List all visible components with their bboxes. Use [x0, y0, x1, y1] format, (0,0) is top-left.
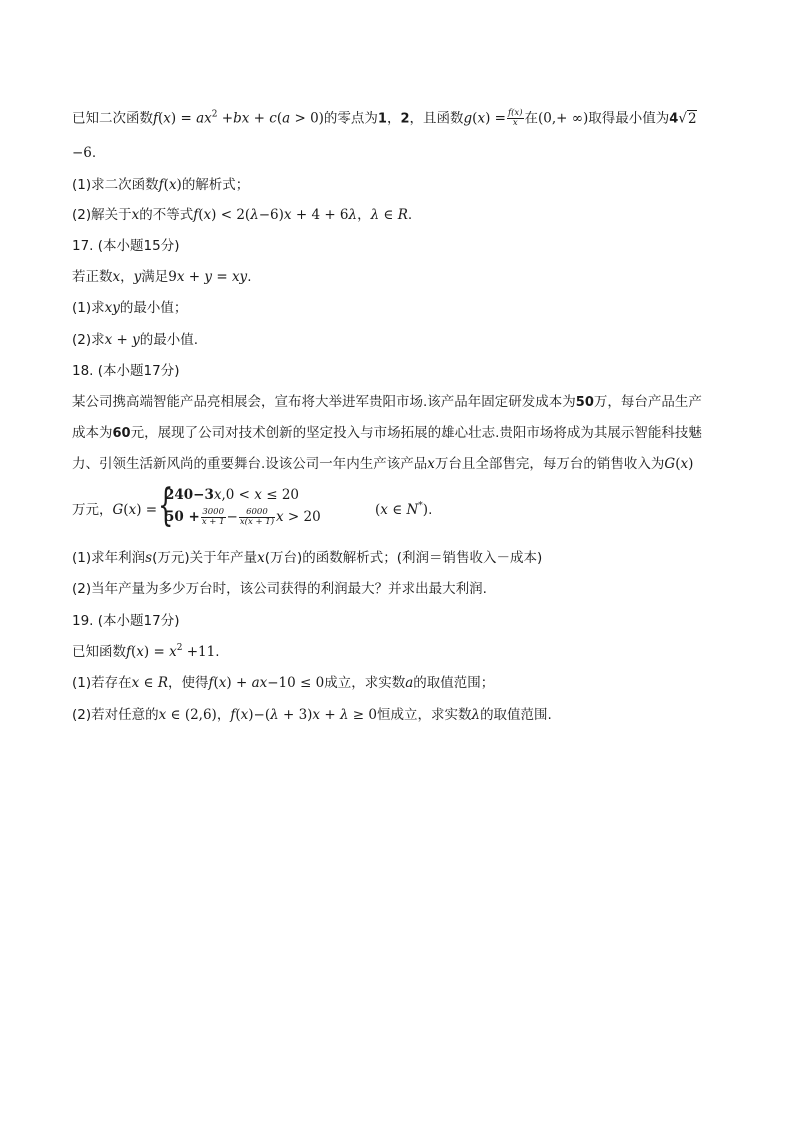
text: 在	[524, 110, 539, 127]
text: 万，每台产品生产	[593, 394, 702, 410]
q19-part1: (1)若存在x ∈ R，使得f(x) + ax−10 ≤ 0成立，求实数a的取值范围；	[72, 675, 495, 691]
q19-statement: 已知函数$f(x) = x^2 +11$.	[72, 643, 220, 660]
q16-statement-cont: −6.	[72, 145, 97, 161]
text: (万台)的函数解析式；(利润＝销售收入－成本)	[264, 550, 543, 566]
text: 已知函数	[72, 644, 126, 660]
q16-part2: (2)解关于x的不等式f(x) < 2(λ−6)x + 4 + 6λ，λ ∈ R.	[72, 207, 413, 223]
text: (2)求	[72, 332, 105, 348]
q16-part1: (1)求二次函数f(x)的解析式；	[72, 177, 250, 193]
fraction: $\frac{f(x)}{x}$	[507, 108, 523, 128]
q19-part2: (2)若对任意的x ∈ (2,6)，f(x)−(λ + 3)x + λ ≥ 0恒成立，求实数λ的取值范围.	[72, 707, 552, 723]
text: 已知二次函数	[72, 110, 153, 127]
text: 的取值范围；	[413, 675, 495, 691]
q18-line1: 某公司携高端智能产品亮相展会，宣布将大举进军贵阳市场.该产品年固定研发成本为50万，每台产品生产	[72, 394, 702, 410]
text: ，且函数	[409, 110, 464, 127]
q18-part2: (2)当年产量为多少万台时，该公司获得的利润最大？并求出最大利润.	[72, 581, 487, 597]
case-1: 240−3x,0 < x ≤ 20	[165, 487, 299, 503]
sqrt: √2	[678, 110, 697, 127]
text: (1)求	[72, 300, 105, 316]
text: (2)若对任意的	[72, 707, 159, 723]
text: 元，展现了公司对技术创新的坚定投入与市场拓展的雄心壮志.贵阳市场将成为其展示智能科技魅	[130, 425, 702, 441]
text: 的零点为	[323, 110, 378, 127]
text: 的不等式	[139, 207, 194, 223]
text: 成立，求实数	[324, 675, 406, 691]
text: 万台且全部售完，每万台的销售收入为	[434, 456, 665, 472]
text: 的最小值；	[119, 300, 188, 316]
text: (万元)关于年产量	[152, 550, 258, 566]
text: 若正数	[72, 269, 113, 285]
text: (2)解关于	[72, 207, 132, 223]
text: 满足	[141, 269, 169, 285]
q19-heading: 19. (本小题17分)	[72, 613, 180, 629]
text: 某公司携高端智能产品亮相展会，宣布将大举进军贵阳市场.该产品年固定研发成本为	[72, 394, 576, 410]
text: 的解析式；	[181, 177, 250, 193]
text: (1)若存在	[72, 675, 132, 691]
text: 成本为	[72, 425, 113, 441]
q17-statement: 若正数x，y满足9x + y = xy.	[72, 269, 252, 285]
text: 万元，	[72, 502, 113, 518]
q17-part2: (2)求x + y的最小值.	[72, 332, 199, 348]
text: (1)求年利润	[72, 550, 146, 566]
q18-heading: 18. (本小题17分)	[72, 363, 180, 379]
case-2: 50 + $\frac{3000}{x + 1}$ − $\frac{6000}{x(x + 1)}$ x > 20	[165, 506, 321, 527]
q18-part1: (1)求年利润s(万元)关于年产量x(万台)的函数解析式；(利润＝销售收入－成本)	[72, 550, 543, 566]
q17-heading: 17. (本小题15分)	[72, 238, 180, 254]
text: 取得最小值为	[588, 110, 670, 127]
text: 恒成立，求实数	[377, 707, 472, 723]
text: 力、引领生活新风尚的重要舞台.设该公司一年内生产该产品	[72, 456, 428, 472]
text: ，使得	[168, 675, 209, 691]
domain: (x ∈ N*).	[375, 501, 433, 518]
q17-part1: (1)求xy的最小值；	[72, 300, 188, 316]
text: 的最小值.	[139, 332, 199, 348]
q18-line3: 力、引领生活新风尚的重要舞台.设该公司一年内生产该产品x万台且全部售完，每万台的销售收入为G(x)	[72, 456, 694, 472]
exam-page: 已知二次函数$f(x) = ax^2 +bx + c(a > 0)$的零点为1，2，且函数g(x) = $\frac{f(x)}{x}$ 在(0,+ ∞)取得最小值为4√2 −6. (1)求二次函数f(x)的解析式； (2)解关于x的不等式f(x) < 2(λ−6)x + 4 + 6λ，λ ∈ R. 17. (本小题15分) 若正数x，y满足9x + y = xy. (1)求xy的最小值； (2)求x + y的最小值. 18. (本小题17分) 某公司携高端智能产品亮相展会，宣布将大举进军贵阳市场.该产品年固定研发成本为50万，每台产品生产 成本为60元，展现了公司对技术创新的坚定投入与市场拓展的雄心壮志.贵阳市场将成为其展示智能科技魅 力、引领生活新风尚的重要舞台.设该公司一年内生产该产品x万台且全部售完，每万台的销售收入为G(x) 万元，G(x) = { 240−3x,0 < x ≤ 20 50 + $\frac{3000}{x + 1}$ − $\frac{6000}{x(x + 1)}$ x > 20 (x ∈ N*). (1)求年利润s(万元)关于年产量x(万台)的函数解析式；(利润＝销售收入－成本) (2)当年产量为多少万台时，该公司获得的利润最大？并求出最大利润. 19. (本小题17分) 已知函数$f(x) = x^2 +11$. (1)若存在x ∈ R，使得f(x) + ax−10 ≤ 0成立，求实数a的取值范围； (2)若对任意的x ∈ (2,6)，f(x)−(λ + 3)x + λ ≥ 0恒成立，求实数λ的取值范围.	[0, 0, 794, 1123]
text: (1)求二次函数	[72, 177, 159, 193]
q18-line2: 成本为60元，展现了公司对技术创新的坚定投入与市场拓展的雄心壮志.贵阳市场将成为其展示智能科技魅	[72, 425, 702, 441]
q16-statement: 已知二次函数$f(x) = ax^2 +bx + c(a > 0)$的零点为1，2，且函数g(x) = $\frac{f(x)}{x}$ 在(0,+ ∞)取得最小值为4√2	[72, 108, 697, 128]
text: 的取值范围.	[480, 707, 552, 723]
math: f	[153, 110, 158, 127]
brace: {	[158, 480, 174, 531]
